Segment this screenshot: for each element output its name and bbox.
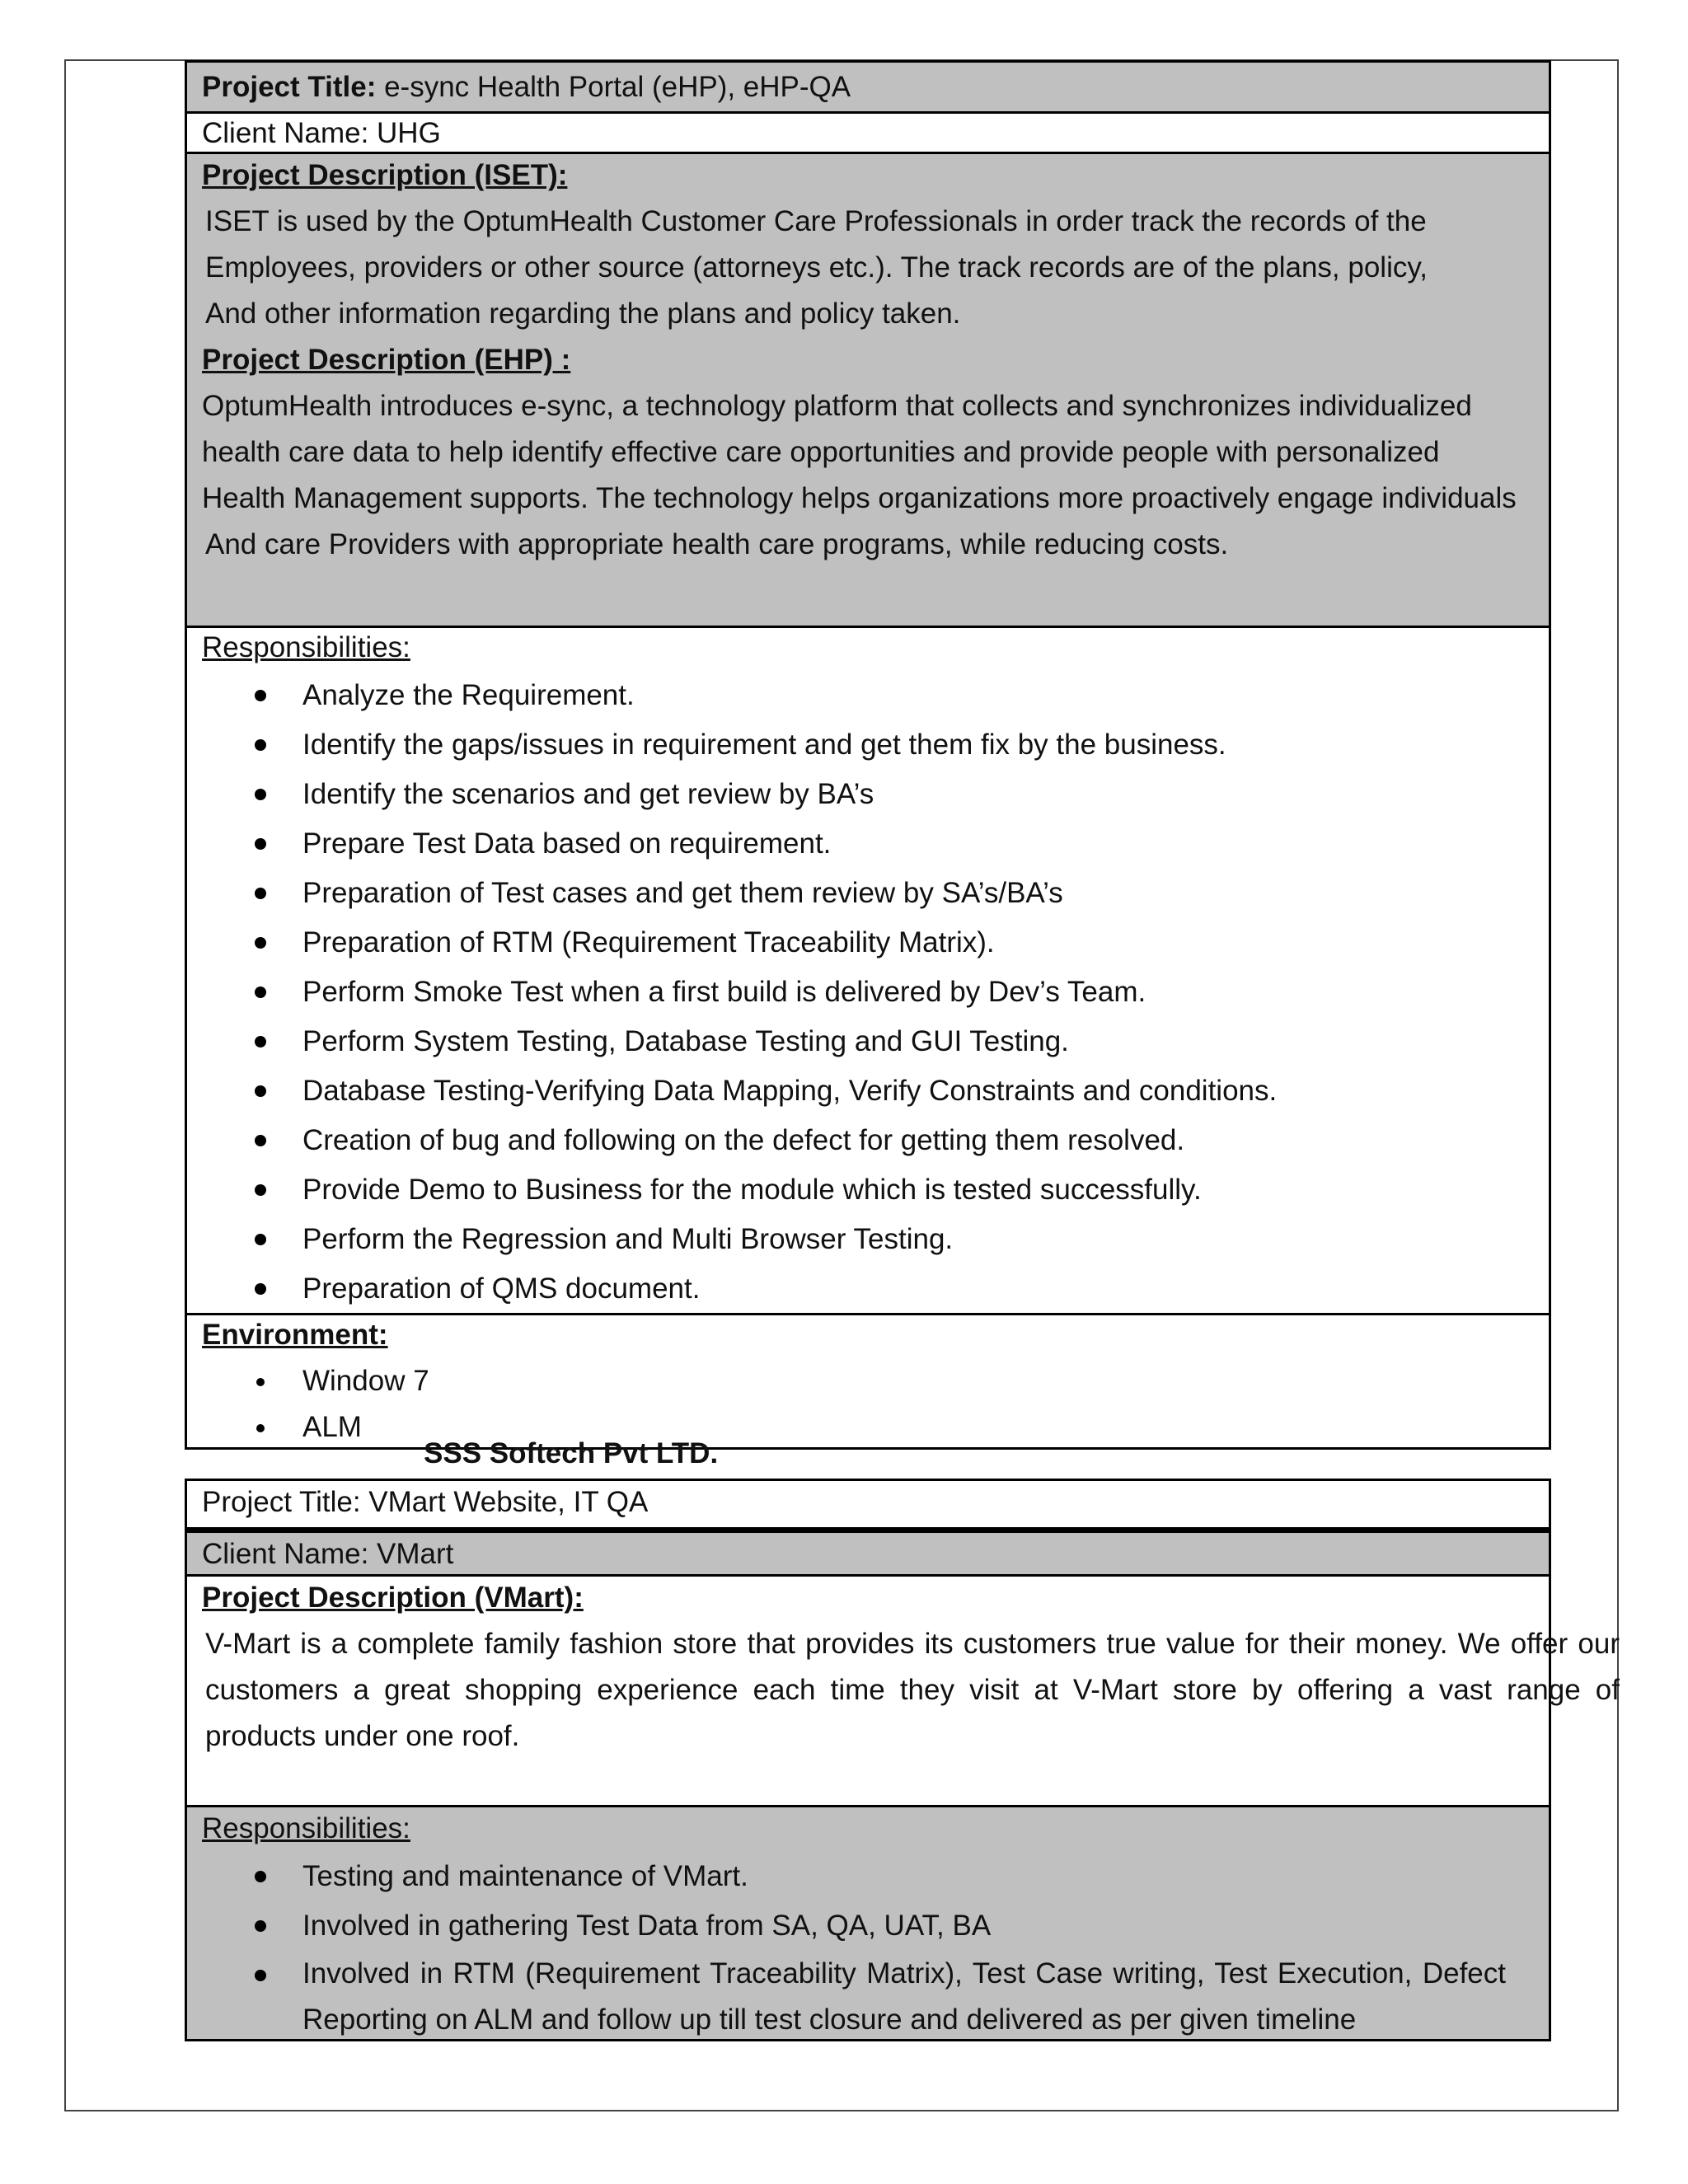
project1-description-row: [185, 152, 1551, 628]
project1-responsibilities-heading: Responsibilities:: [202, 631, 410, 663]
bullet-icon: [256, 1378, 265, 1386]
bullet-icon: [255, 838, 266, 850]
bullet-icon: [255, 1085, 266, 1097]
bullet-icon: [255, 987, 266, 998]
bullet-icon: [255, 690, 266, 701]
project1-environment-heading: Environment:: [202, 1319, 388, 1351]
project2-client-row: [185, 1528, 1551, 1577]
project1-ehp-line: Health Management supports. The technology helps organizations more proactively engage individuals: [202, 482, 1517, 514]
project1-title-value: e-sync Health Portal (eHP), eHP-QA: [376, 71, 851, 103]
bullet-icon: [255, 1920, 266, 1932]
bullet-icon: [255, 789, 266, 800]
project2-table: [185, 1479, 1620, 2039]
project2-description: V-Mart is a complete family fashion store that provides its customers true value for their money. We offer our customers a great shopping experience each time they visit at V-Mart store by offering a vast range of products under one roof.: [205, 1628, 1620, 1752]
project1-iset-line: ISET is used by the OptumHealth Customer Care Professionals in order track the records of the: [205, 205, 1427, 237]
bullet-icon: [255, 1036, 266, 1047]
company-name: SSS Softech Pvt LTD.: [424, 1437, 719, 1469]
project1-client-row: [185, 111, 1551, 154]
bullet-icon: [255, 1283, 266, 1295]
project1-iset-line: Employees, providers or other source (attorneys etc.). The track records are of the plans, policy,: [205, 251, 1428, 284]
project1-iset-line: And other information regarding the plans and policy taken.: [205, 298, 961, 330]
project2-title: Project Title: VMart Website, IT QA: [202, 1486, 649, 1518]
bullet-icon: [255, 1135, 266, 1146]
bullet-icon: [255, 1184, 266, 1196]
project1-table: [185, 60, 1551, 1443]
project1-ehp-heading: Project Description (EHP) :: [202, 344, 571, 376]
project1-ehp-line: health care data to help identify effective care opportunities and provide people with personalized: [202, 436, 1440, 468]
bullet-icon: [256, 1424, 265, 1432]
bullet-icon: [255, 739, 266, 751]
project2-responsibilities-heading: Responsibilities:: [202, 1812, 410, 1844]
project1-client: Client Name: UHG: [202, 117, 441, 149]
project1-title-label: Project Title:: [202, 71, 377, 103]
project2-description-heading: Project Description (VMart):: [202, 1582, 584, 1614]
project1-ehp-line: And care Providers with appropriate health care programs, while reducing costs.: [205, 528, 1229, 560]
project2-description-row: [185, 1574, 1620, 1807]
project2-title-row: [185, 1479, 1551, 1530]
project1-iset-heading: Project Description (ISET):: [202, 159, 568, 191]
bullet-icon: [255, 1871, 266, 1882]
bullet-icon: [255, 937, 266, 949]
project1-environment-row: Environment: Window 7 ALM: [185, 1313, 1551, 1450]
bullet-icon: [255, 1234, 266, 1245]
bullet-icon: [255, 1970, 266, 1981]
project1-ehp-line: OptumHealth introduces e-sync, a technology platform that collects and synchronizes individualized: [202, 390, 1472, 422]
project2-client: Client Name: VMart: [202, 1538, 454, 1570]
project2-responsibilities-row: Responsibilities: Testing and maintenance of VMart. Involved in gathering Test Data from SA, QA, UAT, BA Involved in RTM (Requirement Traceability Matrix), Test Case writing, Test Execution, Defect Reporting on ALM and follow up till test closure and delivered as per given timeline: [185, 1805, 1551, 2041]
bullet-icon: [255, 888, 266, 899]
project1-responsibilities-row: Responsibilities: Analyze the Requirement. Identify the gaps/issues in requirement and get them fix by the business. Identify the scenarios and get review by BA’s Prepare Test Data based on requirement. Preparation of Test cases and get them review by SA’s/BA’s Preparation of RTM (Requirement Traceability Matrix). Perform Smoke Test when a first build is delivered by Dev’s Team. Perform System Testing, Database Testing and GUI Testing. Database Testing-Verifying Data Mapping, Verify Constraints and conditions. Creation of bug and following on the defect for getting them resolved. Provide Demo to Business for the module which is tested successfully. Perform the Regression and Multi Browser Testing. Preparation of QMS document.: [185, 626, 1551, 1315]
project1-title-row: [185, 60, 1551, 114]
